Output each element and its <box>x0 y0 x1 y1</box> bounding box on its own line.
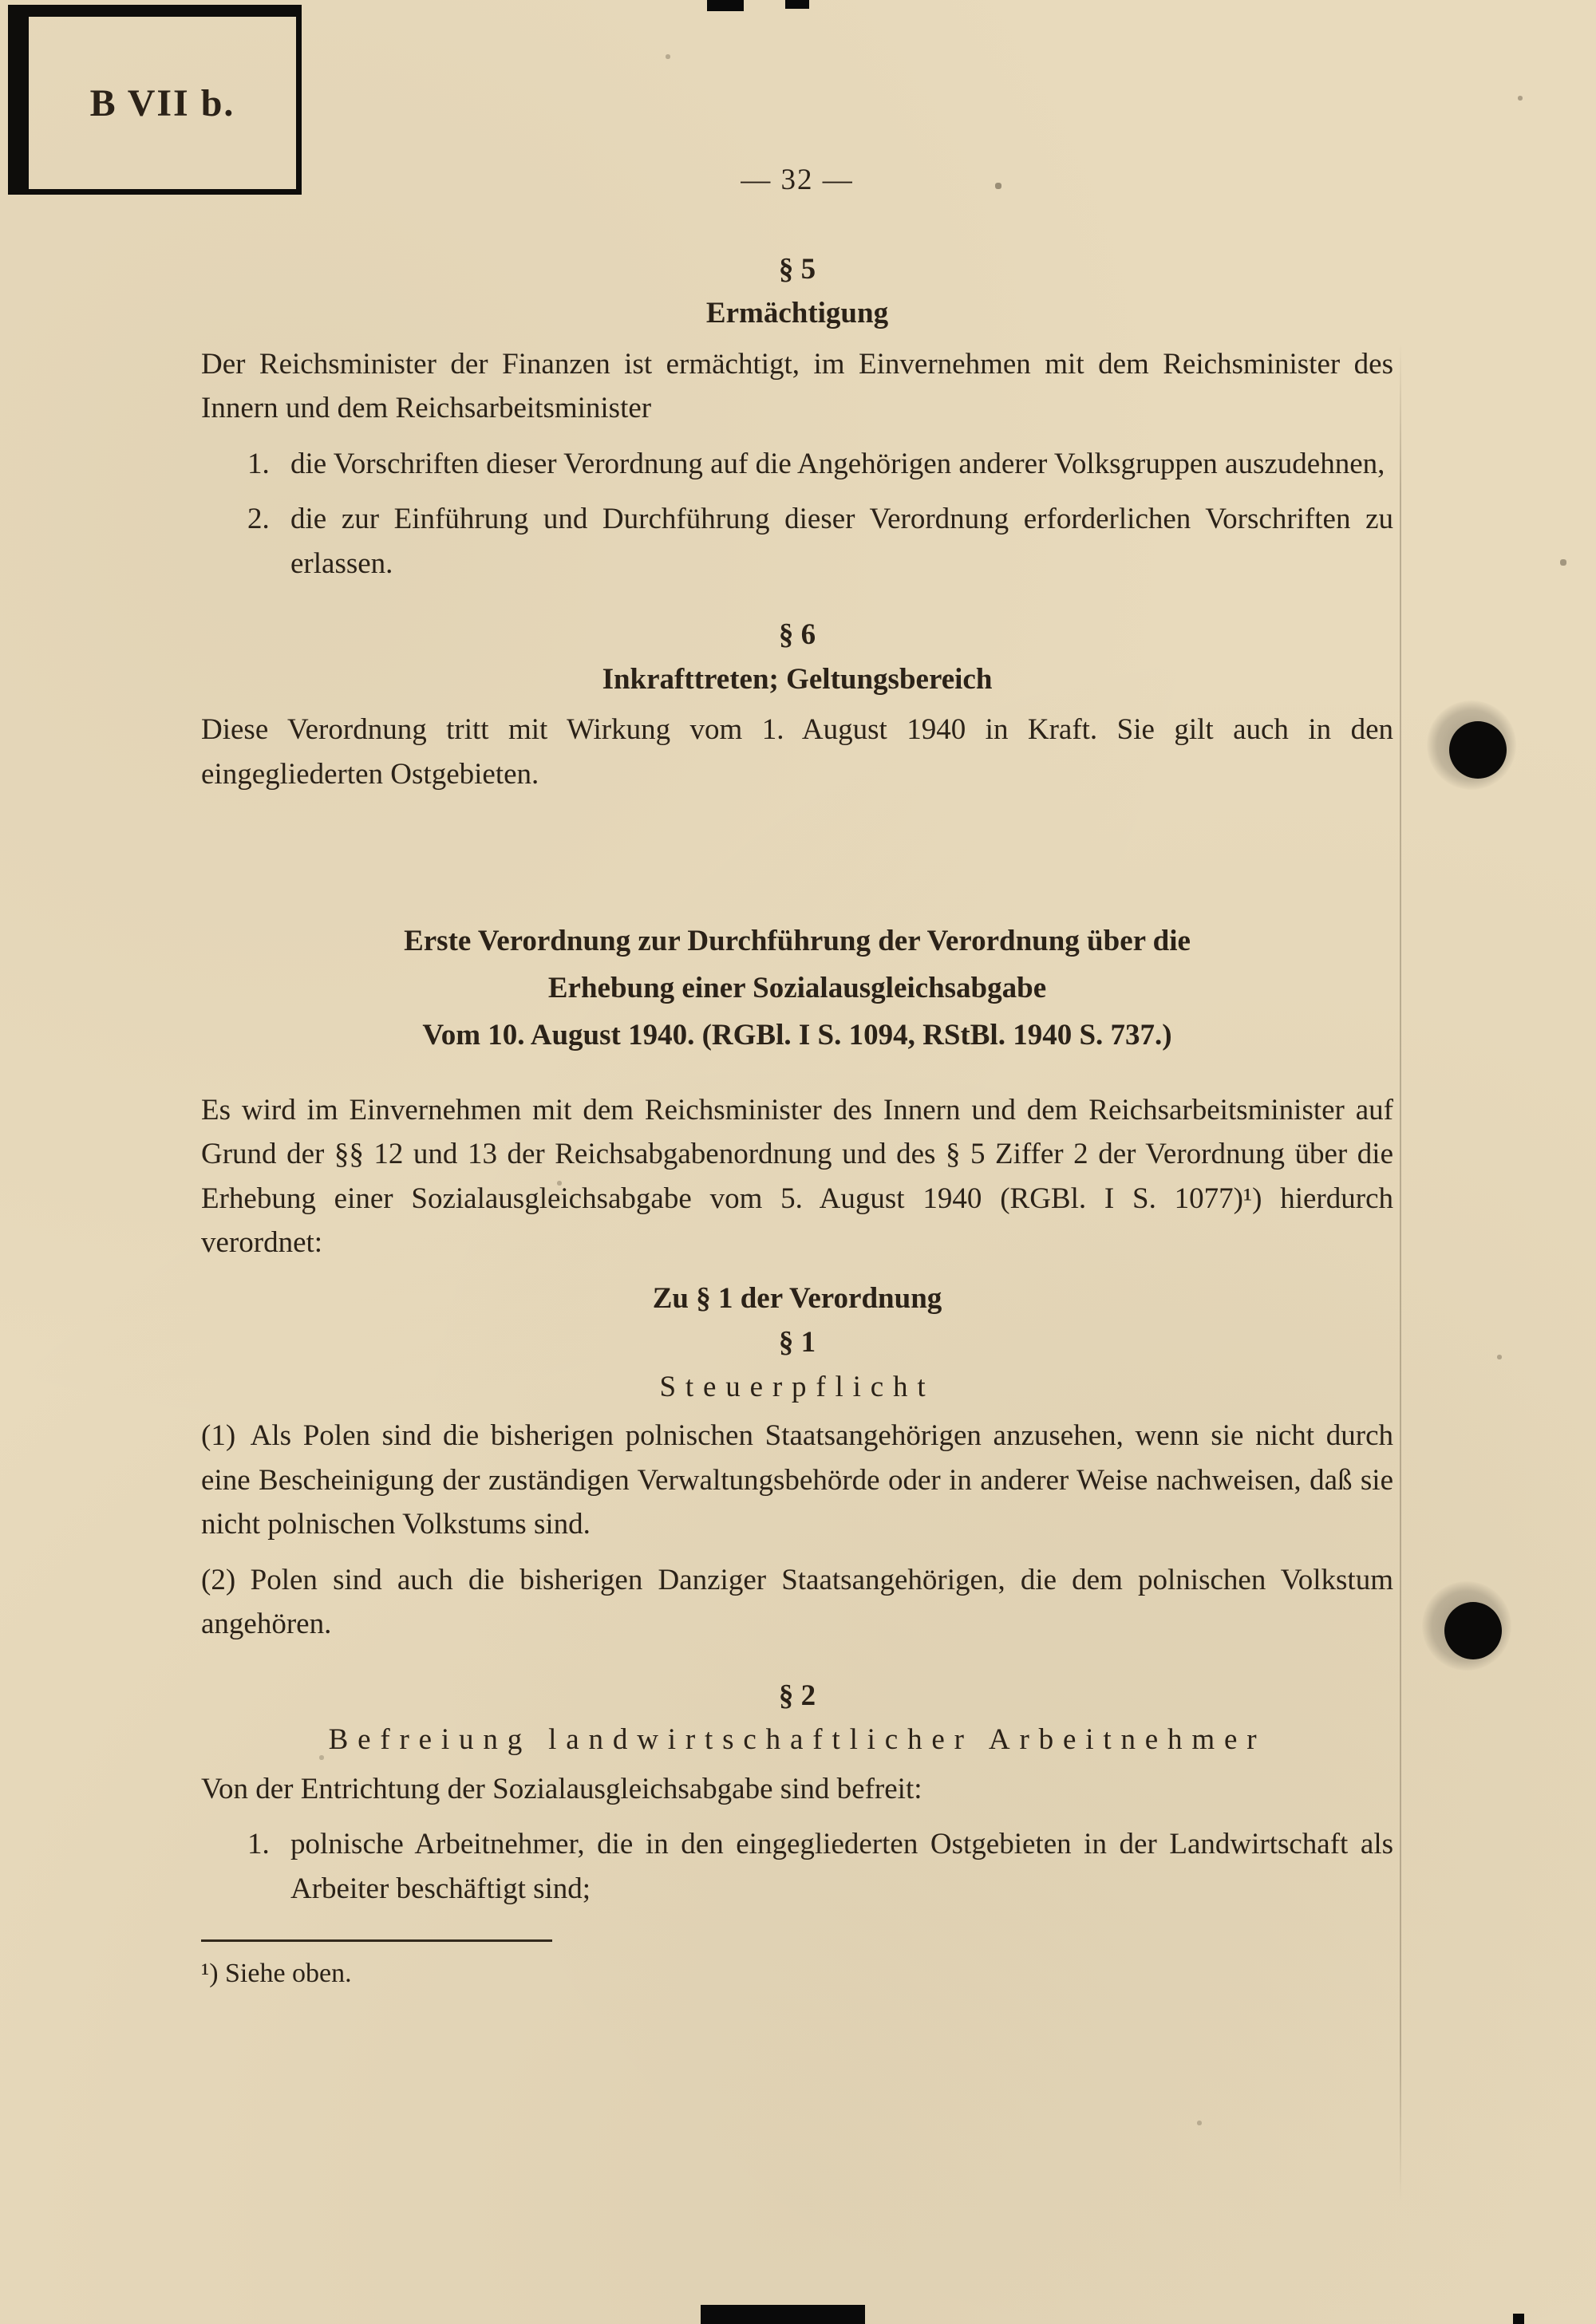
ordinance-title-line1: Erste Verordnung zur Durchführung der Verordnung über die <box>404 925 1191 957</box>
section-separator <box>201 807 1393 917</box>
hole-punch-lower <box>1422 1581 1518 1677</box>
scan-artifact-top-left <box>707 0 744 11</box>
paragraph-2-title: Befreiung landwirtschaftlicher Arbeitnehmer <box>328 1723 1266 1757</box>
hole-punch-upper <box>1427 700 1523 796</box>
list-item-number: 2. <box>247 503 270 535</box>
paragraph-1-number: § 1 <box>778 1326 816 1359</box>
classification-label: B VII b. <box>89 81 235 124</box>
list-item-text: die zur Einführung und Durchführung dieser Verordnung erforderlichen Vorschriften zu erlassen. <box>290 503 1393 580</box>
paragraph-2-number: § 2 <box>778 1679 816 1712</box>
ordinance-date-line: Vom 10. August 1940. (RGBl. I S. 1094, RStBl. 1940 S. 737.) <box>422 1019 1172 1052</box>
ordinance-title-line2: Erhebung einer Sozialausgleichsabgabe <box>547 972 1047 1005</box>
page-number: — 32 — <box>741 164 854 196</box>
paragraph-2-list <box>201 1822 1393 1911</box>
list-item-number: 1. <box>247 1828 270 1861</box>
scan-artifact-top-right <box>785 0 809 9</box>
section-5-number: § 5 <box>778 252 816 286</box>
list-item <box>201 1822 1393 1911</box>
scan-artifact-bottom-right <box>1513 2314 1524 2324</box>
paragraph-2-intro: Von der Entrichtung der Sozialausgleichsabgabe sind befreit: <box>201 1772 922 1805</box>
scan-artifact-bottom-bar <box>701 2305 865 2324</box>
list-item <box>201 442 1393 487</box>
list-item-text: die Vorschriften dieser Verordnung auf die Angehörigen anderer Volksgruppen auszudehnen, <box>290 447 1385 480</box>
section-6-title: Inkrafttreten; Geltungsbereich <box>602 662 993 696</box>
list-item-number: 1. <box>247 447 270 480</box>
footnote-text: ¹) Siehe oben. <box>201 1959 352 1989</box>
section-5-intro: Der Reichsminister der Finanzen ist ermächtigt, im Einvernehmen mit dem Reichsminister des Innern und dem Reichsarbeitsminister <box>201 347 1393 424</box>
paragraph-1-abs-1: (1) Als Polen sind die bisherigen polnischen Staatsangehörigen anzusehen, wenn sie nicht durch eine Bescheinigung der zuständigen Verwaltungsbehörde oder in anderer Weise nachweisen, daß sie nicht polnischen Volkstums sind. <box>201 1419 1393 1541</box>
paper-specks <box>0 0 2 2</box>
section-6-number: § 6 <box>778 618 816 651</box>
list-item <box>201 497 1393 586</box>
section-5-title: Ermächtigung <box>705 297 889 329</box>
paragraph-1-abs-2: (2) Polen sind auch die bisherigen Danziger Staatsangehörigen, die dem polnischen Volkstum angehören. <box>201 1563 1393 1641</box>
heading-gap <box>201 1059 1393 1088</box>
text-column <box>201 158 1393 1994</box>
zu-paragraph-heading: Zu § 1 der Verordnung <box>652 1281 942 1315</box>
page-edge-fold-line <box>1400 343 1401 2202</box>
paragraph-1-title: Steuerpflicht <box>659 1370 935 1403</box>
section-5-list <box>201 442 1393 586</box>
footnote-rule <box>201 1939 552 1942</box>
ordinance-preamble: Es wird im Einvernehmen mit dem Reichsminister des Innern und dem Reichsarbeitsminister auf Grund der §§ 12 und 13 der Reichsabgabenordnung und des § 5 Ziffer 2 der Verordnung über die Erhebung einer Sozialausgleichsabgabe vom 5. August 1940 (RGBl. I S. 1077)¹) hierdurch verordnet: <box>201 1093 1393 1260</box>
section-6-body: Diese Verordnung tritt mit Wirkung vom 1. August 1940 in Kraft. Sie gilt auch in den eingegliederten Ostgebieten. <box>201 713 1393 791</box>
list-item-text: polnische Arbeitnehmer, die in den eingegliederten Ostgebieten in der Landwirtschaft als Arbeiter beschäftigt sind; <box>290 1828 1393 1905</box>
